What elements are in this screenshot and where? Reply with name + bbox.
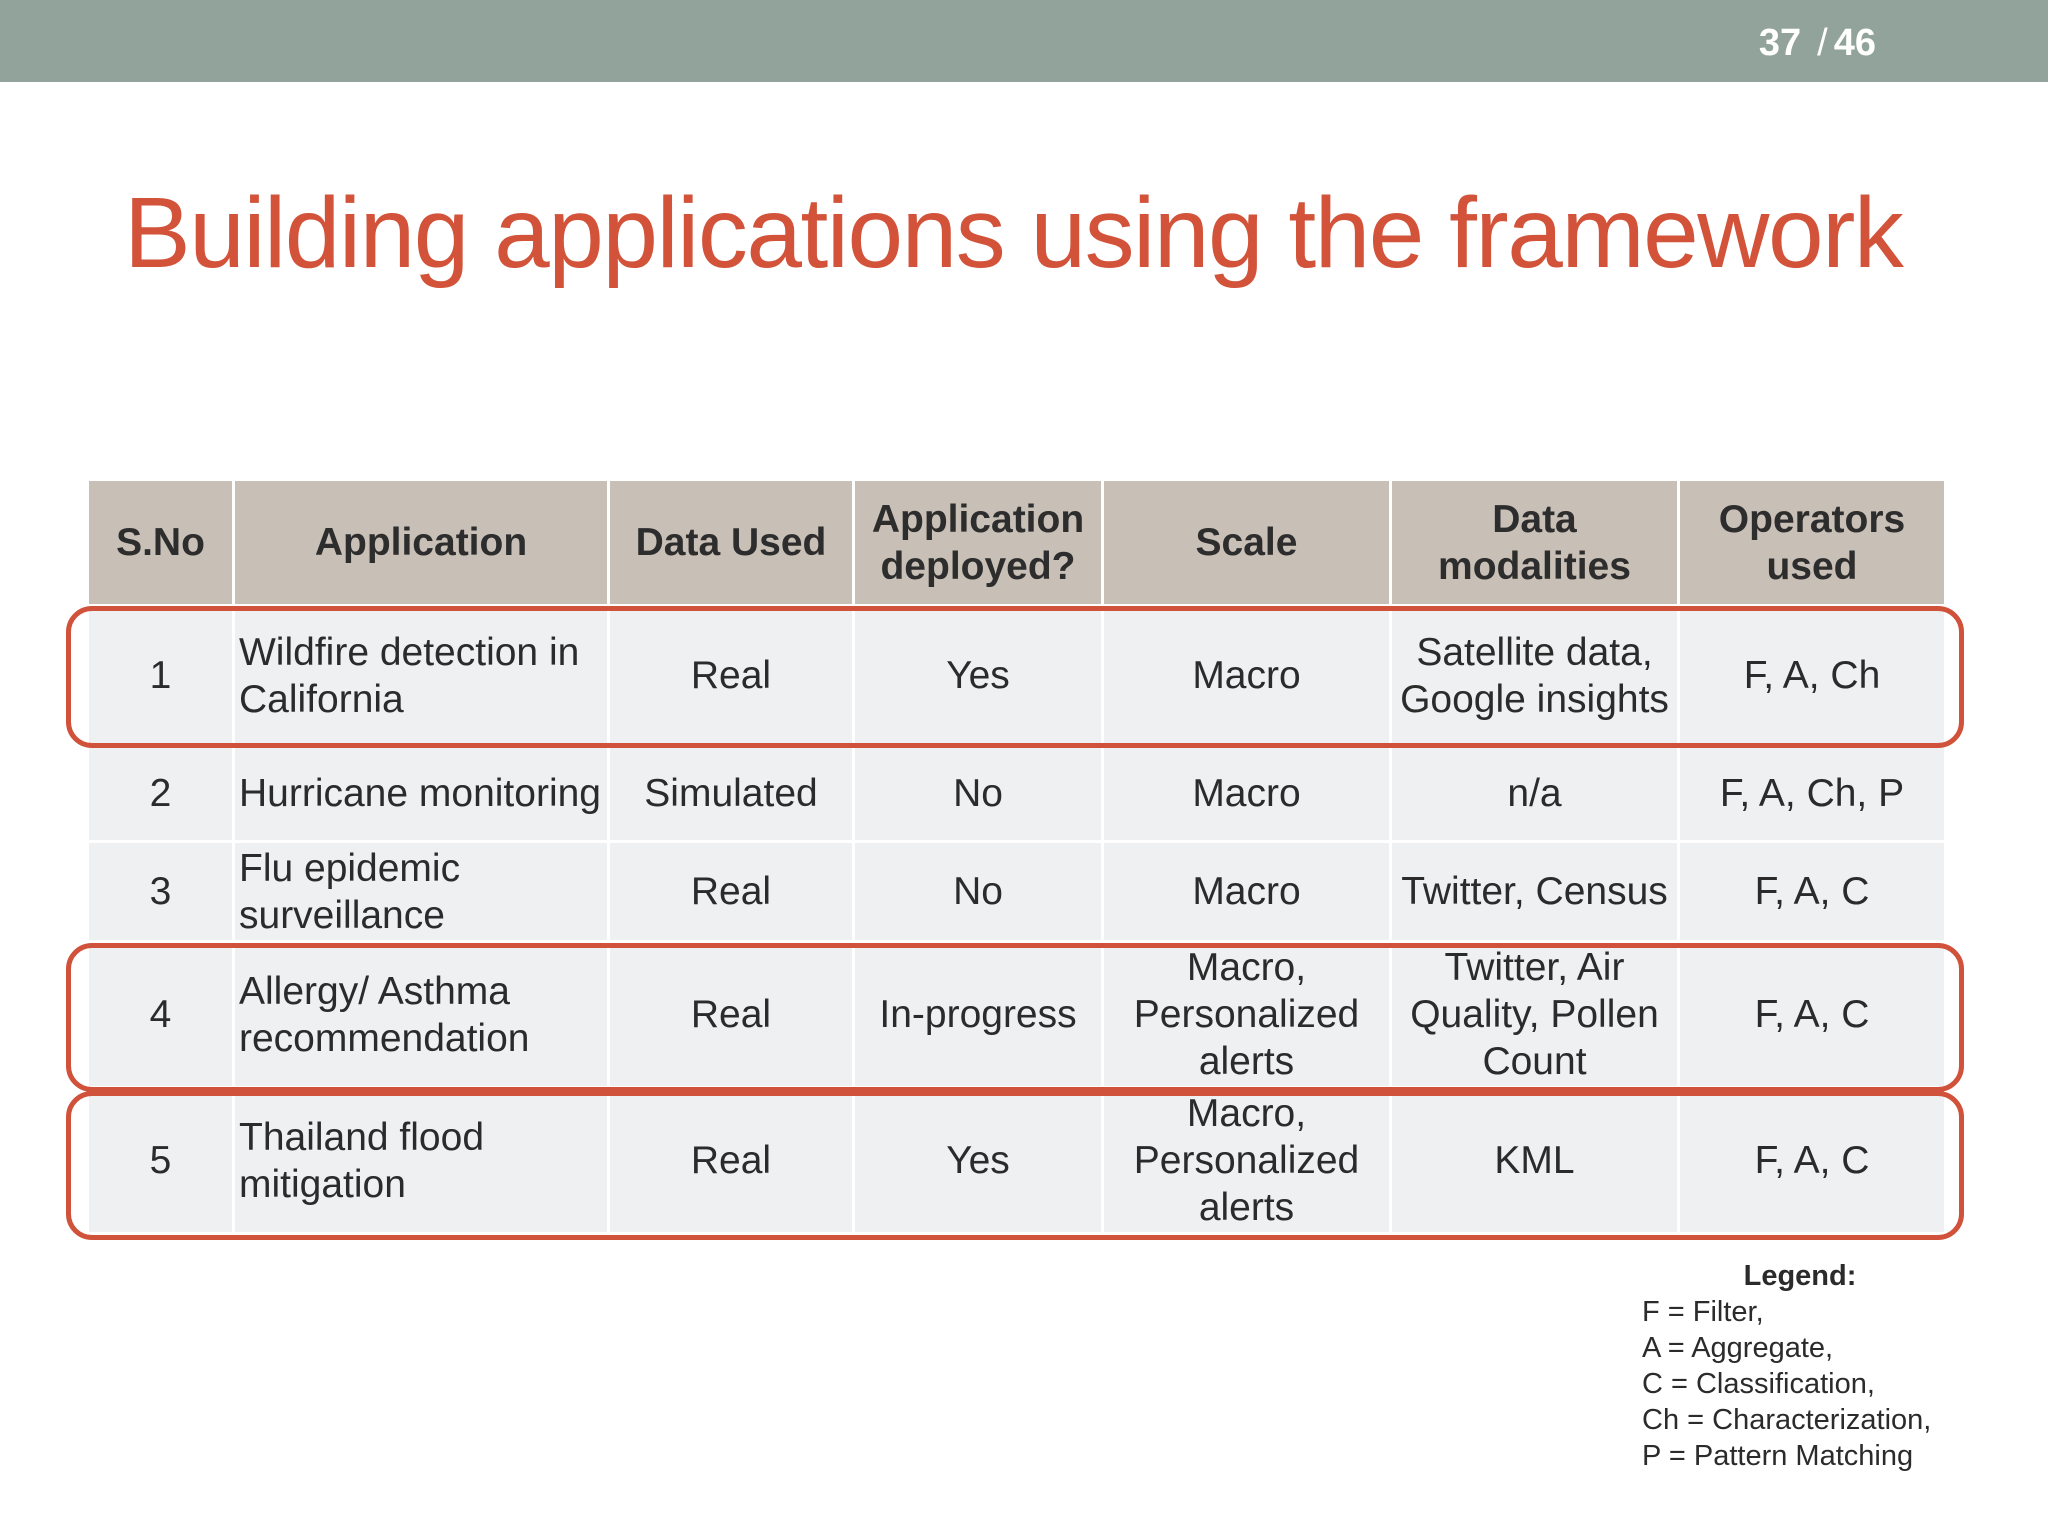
header-application-label: Application — [314, 521, 528, 564]
cell-sno: 4 — [88, 942, 234, 1088]
applications-table — [86, 478, 1947, 1235]
header-data-used-label: Data Used — [635, 521, 827, 564]
header-deployed — [854, 480, 1103, 606]
cell-data-used: Simulated — [609, 746, 854, 842]
table-row — [88, 1088, 1946, 1234]
cell-data-used: Real — [609, 942, 854, 1088]
cell-application-line1: Wildfire detection in — [239, 630, 580, 674]
cell-modalities-line1: Satellite data, — [1416, 630, 1653, 674]
cell-operators: F, A, C — [1679, 842, 1946, 942]
header-operators — [1679, 480, 1946, 606]
cell-deployed: In-progress — [854, 942, 1103, 1088]
header-operators-line2: used — [1766, 544, 1858, 588]
cell-sno: 1 — [88, 606, 234, 746]
cell-operators: F, A, Ch, P — [1679, 746, 1946, 842]
cell-modalities-line1: n/a — [1507, 772, 1562, 815]
header-data-modalities — [1391, 480, 1679, 606]
cell-scale-line3: alerts — [1198, 1186, 1295, 1229]
header-deployed-line2: deployed? — [880, 544, 1076, 588]
cell-scale — [1103, 746, 1391, 842]
cell-scale-line3: alerts — [1198, 1040, 1295, 1083]
cell-data-used: Real — [609, 1088, 854, 1234]
top-bar — [0, 0, 2048, 82]
cell-operators: F, A, Ch — [1679, 606, 1946, 746]
cell-application — [234, 746, 609, 842]
table-header-row — [88, 480, 1946, 606]
table-row — [88, 842, 1946, 942]
table-row — [88, 942, 1946, 1088]
cell-modalities-line2: Google insights — [1400, 677, 1669, 721]
header-sno-label: S.No — [116, 521, 205, 564]
cell-scale — [1103, 942, 1391, 1088]
cell-operators: F, A, C — [1679, 942, 1946, 1088]
slide-title: Building applications using the framework — [124, 177, 1903, 289]
cell-data-used: Real — [609, 842, 854, 942]
cell-sno: 3 — [88, 842, 234, 942]
cell-deployed: No — [854, 746, 1103, 842]
cell-application-line1: Thailand flood — [239, 1115, 485, 1159]
cell-modalities-line1: KML — [1494, 1139, 1575, 1182]
cell-application-line2: California — [239, 677, 404, 721]
header-application — [234, 480, 609, 606]
legend-item: F = Filter, — [1642, 1296, 1764, 1328]
cell-application — [234, 1088, 609, 1234]
header-operators-line1: Operators — [1718, 497, 1906, 541]
cell-scale-line1: Macro — [1192, 870, 1301, 913]
cell-data-used: Real — [609, 606, 854, 746]
cell-modalities-line1: Twitter, Air — [1444, 946, 1625, 989]
cell-scale-line1: Macro — [1192, 772, 1301, 815]
cell-modalities — [1391, 746, 1679, 842]
cell-scale — [1103, 1088, 1391, 1234]
table-row — [88, 746, 1946, 842]
cell-application-line2: surveillance — [239, 893, 445, 937]
cell-deployed: Yes — [854, 1088, 1103, 1234]
cell-application-line1: Flu epidemic — [239, 846, 461, 890]
cell-scale-line1: Macro, — [1186, 1092, 1307, 1135]
cell-modalities-line2: Quality, Pollen — [1410, 993, 1659, 1036]
cell-scale — [1103, 842, 1391, 942]
cell-sno: 2 — [88, 746, 234, 842]
cell-modalities-line1: Twitter, Census — [1401, 870, 1668, 913]
cell-modalities-line3: Count — [1482, 1040, 1587, 1083]
cell-modalities — [1391, 606, 1679, 746]
header-sno — [88, 480, 234, 606]
cell-application-line2: recommendation — [239, 1016, 530, 1060]
cell-application-line1: Hurricane monitoring — [239, 772, 601, 815]
current-page-number: 37 — [1758, 22, 1802, 64]
cell-scale — [1103, 606, 1391, 746]
header-modalities-line1: Data — [1492, 497, 1577, 541]
cell-operators: F, A, C — [1679, 1088, 1946, 1234]
cell-application — [234, 942, 609, 1088]
cell-scale-line2: Personalized — [1133, 1139, 1360, 1182]
legend-item: Ch = Characterization, — [1642, 1404, 1932, 1436]
cell-sno: 5 — [88, 1088, 234, 1234]
header-deployed-line1: Application — [871, 497, 1085, 541]
cell-deployed: Yes — [854, 606, 1103, 746]
header-scale-label: Scale — [1195, 521, 1298, 564]
legend-item: P = Pattern Matching — [1642, 1440, 1914, 1472]
cell-deployed: No — [854, 842, 1103, 942]
page-indicator — [1759, 22, 1876, 65]
table-row — [88, 606, 1946, 746]
cell-application — [234, 606, 609, 746]
cell-modalities — [1391, 1088, 1679, 1234]
legend-title: Legend: — [1743, 1260, 1857, 1292]
cell-modalities — [1391, 842, 1679, 942]
legend-item: A = Aggregate, — [1642, 1332, 1834, 1364]
total-pages-number: 46 — [1833, 22, 1876, 64]
cell-application — [234, 842, 609, 942]
cell-modalities — [1391, 942, 1679, 1088]
header-data-used — [609, 480, 854, 606]
legend-item: C = Classification, — [1642, 1368, 1875, 1400]
page-separator: / — [1817, 22, 1828, 64]
cell-scale-line1: Macro, — [1186, 946, 1307, 989]
legend — [1642, 1258, 2002, 1474]
cell-scale-line1: Macro — [1192, 654, 1301, 697]
header-scale — [1103, 480, 1391, 606]
cell-application-line1: Allergy/ Asthma — [239, 969, 510, 1013]
cell-application-line2: mitigation — [239, 1162, 406, 1206]
cell-scale-line2: Personalized — [1133, 993, 1360, 1036]
header-modalities-line2: modalities — [1438, 544, 1631, 588]
